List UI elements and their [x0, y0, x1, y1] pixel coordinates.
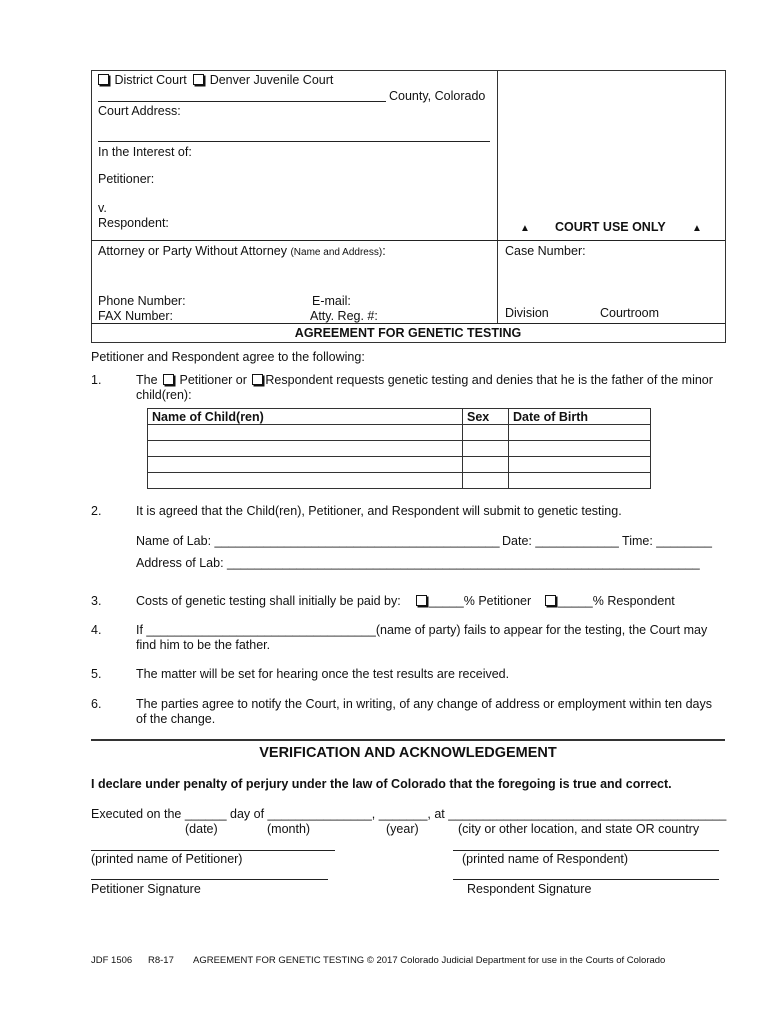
petitioner-label: Petitioner:: [98, 172, 155, 186]
declaration-text: I declare under penalty of perjury under the law of Colorado that the foregoing is true and correct.: [91, 777, 672, 791]
address-of-lab-field[interactable]: Address of Lab: ____________________________________________________________________: [136, 556, 700, 570]
table-row[interactable]: [148, 425, 651, 441]
in-interest-of-label: In the Interest of:: [98, 145, 192, 159]
versus-label: v.: [98, 201, 107, 215]
respondent-label: Respondent:: [98, 216, 169, 230]
footer-text: AGREEMENT FOR GENETIC TESTING © 2017 Colorado Judicial Department for use in the Courts of Colorado: [193, 955, 666, 966]
courtroom-label: Courtroom: [600, 306, 660, 320]
date-caption: (date): [185, 822, 218, 836]
email-label: E-mail:: [312, 294, 351, 308]
executed-line[interactable]: Executed on the ______ day of _______________, _______, at ________________________________________: [91, 807, 727, 821]
item-number: 4.: [91, 623, 102, 637]
item3-respondent-option[interactable]: _____% Respondent: [545, 594, 675, 608]
title-row-divider: [91, 323, 725, 324]
printed-petitioner-label: (printed name of Petitioner): [91, 852, 243, 866]
attorney-label: Attorney or Party Without Attorney (Name and Address):: [98, 244, 386, 258]
checkbox-icon[interactable]: [545, 595, 556, 606]
up-arrow-icon: ▲: [520, 223, 530, 234]
county-colorado-label: County, Colorado: [389, 89, 486, 103]
column-header: Sex: [463, 409, 509, 425]
column-header: Date of Birth: [509, 409, 651, 425]
fax-label: FAX Number:: [98, 309, 174, 323]
item3-text: Costs of genetic testing shall initially be paid by:: [136, 594, 401, 608]
item-number: 3.: [91, 594, 102, 608]
atty-reg-label: Atty. Reg. #:: [310, 309, 378, 323]
court-address-line[interactable]: [98, 141, 490, 142]
respondent-signature-line[interactable]: [453, 879, 719, 880]
table-row[interactable]: [148, 473, 651, 489]
item3-petitioner-option[interactable]: _____% Petitioner: [416, 594, 531, 608]
item-number: 1.: [91, 373, 102, 387]
item6-text: The parties agree to notify the Court, in writing, of any change of address or employment within ten days: [136, 697, 713, 711]
item5-text: The matter will be set for hearing once the test results are received.: [136, 667, 510, 681]
intro-text: Petitioner and Respondent agree to the following:: [91, 350, 365, 364]
up-arrow-icon: ▲: [692, 223, 702, 234]
checkbox-icon[interactable]: [193, 74, 204, 85]
checkbox-icon[interactable]: [252, 374, 263, 385]
item-number: 2.: [91, 504, 102, 518]
district-court-option[interactable]: District Court Denver Juvenile Court: [98, 73, 333, 87]
item1-text: The Petitioner or Respondent requests genetic testing and denies that he is the father of the minor: [136, 373, 713, 387]
section-divider: [91, 739, 725, 741]
city-caption: (city or other location, and state OR country: [458, 822, 700, 836]
footer-form-number: JDF 1506: [91, 955, 133, 966]
item-number: 6.: [91, 697, 102, 711]
item4-text[interactable]: If _________________________________(name of party) fails to appear for the testing, the Court may: [136, 623, 708, 637]
checkbox-icon[interactable]: [163, 374, 174, 385]
footer-revision: R8-17: [148, 955, 174, 966]
item2-text: It is agreed that the Child(ren), Petitioner, and Respondent will submit to genetic testing.: [136, 504, 622, 518]
petitioner-name-line[interactable]: [91, 850, 335, 851]
item4-line2: find him to be the father.: [136, 638, 271, 652]
verification-heading: VERIFICATION AND ACKNOWLEDGEMENT: [259, 745, 557, 761]
checkbox-icon[interactable]: [416, 595, 427, 606]
table-header-row: [148, 409, 651, 425]
petitioner-signature-line[interactable]: [91, 879, 328, 880]
item-number: 5.: [91, 667, 102, 681]
case-number-label: Case Number:: [505, 244, 586, 258]
item6-line2: of the change.: [136, 712, 216, 726]
form-title: AGREEMENT FOR GENETIC TESTING: [294, 326, 522, 340]
item1-line2: child(ren):: [136, 388, 192, 402]
printed-respondent-label: (printed name of Respondent): [462, 852, 629, 866]
date-time-field[interactable]: Date: ____________ Time: ________: [502, 534, 712, 548]
court-address-label: Court Address:: [98, 104, 181, 118]
respondent-signature-label: Respondent Signature: [467, 882, 592, 896]
table-row[interactable]: [148, 441, 651, 457]
caption-row-divider: [91, 240, 725, 241]
caption-box: [91, 70, 726, 343]
court-use-only-label: COURT USE ONLY: [555, 220, 666, 234]
county-line[interactable]: [98, 101, 386, 102]
caption-divider: [497, 70, 498, 324]
name-of-lab-field[interactable]: Name of Lab: _________________________________________: [136, 534, 500, 548]
month-caption: (month): [267, 822, 311, 836]
year-caption: (year): [386, 822, 419, 836]
division-label: Division: [505, 306, 549, 320]
children-table: [147, 408, 651, 489]
column-header: Name of Child(ren): [148, 409, 463, 425]
checkbox-icon[interactable]: [98, 74, 109, 85]
table-row[interactable]: [148, 457, 651, 473]
respondent-name-line[interactable]: [453, 850, 719, 851]
petitioner-signature-label: Petitioner Signature: [91, 882, 201, 896]
phone-label: Phone Number:: [98, 294, 186, 308]
